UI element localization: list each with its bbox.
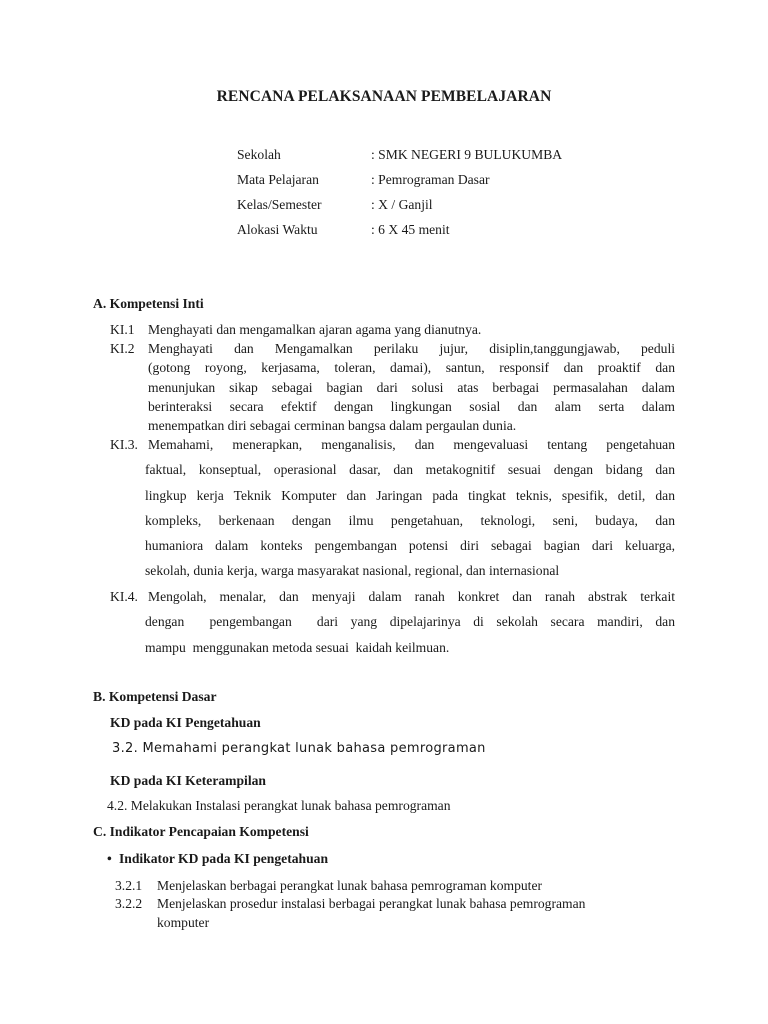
kd-keterampilan-item: 4.2. Melakukan Instalasi perangkat lunak bahasa pemrograman (107, 798, 451, 813)
info-label: Mata Pelajaran (237, 172, 319, 187)
ki4-line: dengan pengembangan dari yang dipelajarinya di sekolah secara mandiri, dan (145, 614, 675, 629)
bullet-icon: • (107, 851, 112, 866)
section-a-heading: A. Kompetensi Inti (93, 296, 204, 311)
info-label: Alokasi Waktu (237, 222, 318, 237)
ki2-line: menunjukan sikap sebagai bagian dari solusi atas berbagai permasalahan dalam (148, 380, 675, 395)
ki4-number: KI.4. (110, 589, 138, 604)
ki2-line: menempatkan diri sebagai cerminan bangsa dalam pergaulan dunia. (148, 418, 517, 433)
ki4-line: mampu menggunakan metoda sesuai kaidah keilmuan. (145, 640, 450, 655)
ki2-line: Menghayati dan Mengamalkan perilaku jujur, disiplin,tanggungjawab, peduli (148, 341, 675, 356)
ki3-line: kompleks, berkenaan dengan ilmu pengetahuan, teknologi, seni, budaya, dan (145, 513, 675, 528)
ki4-line: Mengolah, menalar, dan menyaji dalam ranah konkret dan ranah abstrak terkait (148, 589, 675, 604)
ki1-line: Menghayati dan mengamalkan ajaran agama yang dianutnya. (148, 322, 482, 337)
kd-pengetahuan-heading: KD pada KI Pengetahuan (110, 715, 261, 730)
indicator-text: Menjelaskan prosedur instalasi berbagai perangkat lunak bahasa pemrograman (157, 896, 586, 911)
info-value: : Pemrograman Dasar (371, 172, 490, 187)
ki3-line: Memahami, menerapkan, menganalisis, dan mengevaluasi tentang pengetahuan (148, 437, 675, 452)
section-b-heading: B. Kompetensi Dasar (93, 689, 217, 704)
kd-pengetahuan-item: 3.2. Memahami perangkat lunak bahasa pemrograman (112, 741, 486, 756)
info-label: Kelas/Semester (237, 197, 322, 212)
info-value: : X / Ganjil (371, 197, 433, 212)
ki2-line: berinteraksi secara efektif dengan lingkungan sosial dan alam serta dalam (148, 399, 675, 414)
ki2-number: KI.2 (110, 341, 135, 356)
indikator-subheading: Indikator KD pada KI pengetahuan (119, 851, 329, 866)
ki3-line: faktual, konseptual, operasional dasar, dan metakognitif sesuai dengan bidang dan (145, 462, 675, 477)
indicator-number: 3.2.2 (115, 896, 143, 911)
ki1-number: KI.1 (110, 322, 135, 337)
indicator-text: Menjelaskan berbagai perangkat lunak bahasa pemrograman komputer (157, 878, 543, 893)
indicator-number: 3.2.1 (115, 878, 143, 893)
page-title: RENCANA PELAKSANAAN PEMBELAJARAN (216, 88, 552, 105)
ki3-line: lingkup kerja Teknik Komputer dan Jaringan pada tingkat teknis, spesifik, detil, dan (145, 488, 675, 503)
ki2-line: (gotong royong, kerjasama, toleran, damai), santun, responsif dan proaktif dan (148, 360, 675, 375)
ki3-line: humaniora dalam konteks pengembangan potensi diri sebagai bagian dari keluarga, (145, 538, 675, 553)
info-value: : 6 X 45 menit (371, 222, 450, 237)
ki3-number: KI.3. (110, 437, 138, 452)
section-c-heading: C. Indikator Pencapaian Kompetensi (93, 824, 309, 839)
kd-keterampilan-heading: KD pada KI Keterampilan (110, 773, 266, 788)
info-value: : SMK NEGERI 9 BULUKUMBA (371, 147, 563, 162)
info-label: Sekolah (237, 147, 281, 162)
indicator-text: komputer (157, 915, 210, 930)
ki3-line: sekolah, dunia kerja, warga masyarakat nasional, regional, dan internasional (145, 563, 560, 578)
